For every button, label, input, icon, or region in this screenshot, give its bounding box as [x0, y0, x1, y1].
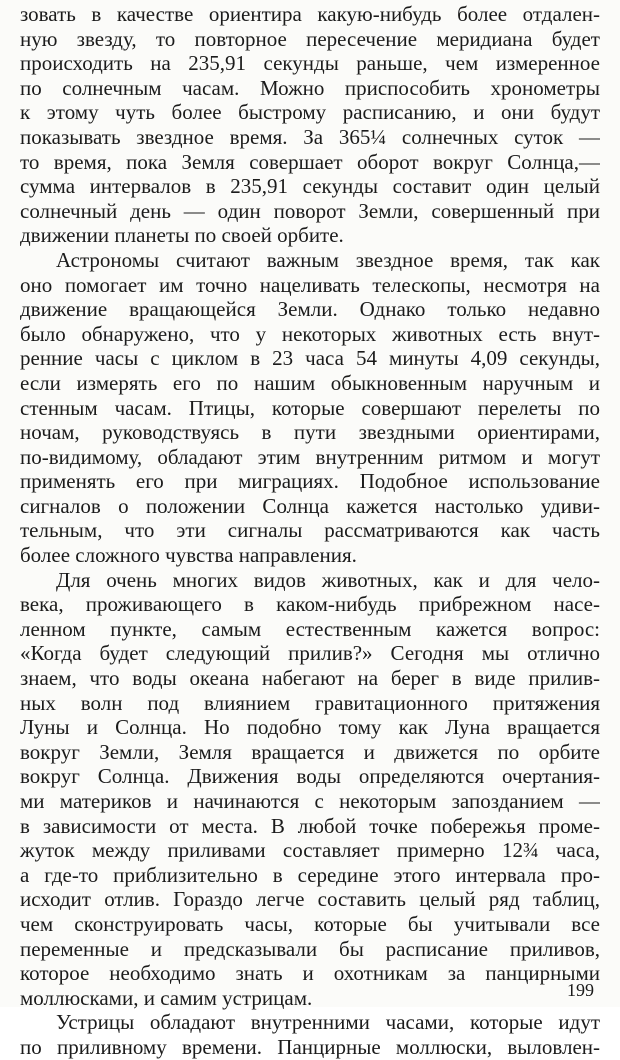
text-line: вокруг Солнца. Движения воды определяются очертания-: [20, 764, 600, 789]
text-line: чем сконструировать часы, которые бы учитывали все: [20, 911, 600, 936]
text-line: то время, пока Земля совершает оборот вокруг Солнца,—: [20, 149, 600, 174]
text-line: ную звезду, то повторное пересечение меридиана будет: [20, 26, 600, 51]
text-line: если измерять его по нашим обыкновенным наручным и: [20, 370, 600, 395]
text-line: моллюсками, и самим устрицам.: [20, 985, 313, 1010]
text-line: жуток между приливами составляет примерно 12¾ часа,: [20, 838, 600, 863]
text-line: сумма интервалов в 235,91 секунды составит один целый: [20, 174, 600, 199]
text-line: ных волн под влиянием гравитационного притяжения: [20, 690, 600, 715]
text-line: происходить на 235,91 секунды раньше, чем измеренное: [20, 51, 600, 76]
text-line: движение вращающейся Земли. Однако только недавно: [20, 297, 600, 322]
page-number: 199: [567, 980, 594, 1000]
text-line: тельным, что эти сигналы рассматриваются как часть: [20, 518, 600, 543]
text-line: исходит отлив. Гораздо легче составить целый ряд таблиц,: [20, 887, 600, 912]
text-line: века, проживающего в каком-нибудь прибрежном насе-: [20, 592, 600, 617]
paragraph: [0, 248, 600, 568]
text-line: зовать в качестве ориентира какую-нибудь более отдален-: [20, 2, 600, 26]
text-line: более сложного чувства направления.: [20, 543, 357, 568]
text-line: ленном пункте, самым естественным кажется вопрос:: [20, 616, 600, 641]
paragraph: [0, 2, 600, 248]
text-line: по солнечным часам. Можно приспособить хронометры: [20, 75, 600, 100]
text-line: «Когда будет следующий прилив?» Сегодня мы отлично: [20, 641, 600, 666]
body-text: [0, 2, 600, 1060]
text-line: ренние часы с циклом в 23 часа 54 минуты 4,09 секунды,: [20, 346, 600, 371]
text-line: оно помогает им точно нацеливать телескопы, несмотря на: [20, 272, 600, 297]
text-line: знаем, что воды океана набегают на берег в виде прилив-: [20, 666, 600, 691]
text-line: было обнаружено, что у некоторых животных есть внут-: [20, 321, 600, 346]
text-line: солнечный день — один поворот Земли, совершенный при: [20, 198, 600, 223]
text-line: показывать звездное время. За 365¼ солнечных суток —: [20, 124, 600, 149]
text-line: движении планеты по своей орбите.: [20, 223, 344, 248]
text-line: которое необходимо знать и охотникам за панцирными: [20, 961, 600, 986]
text-line: к этому чуть более быстрому расписанию, и они будут: [20, 100, 600, 125]
paragraph: [0, 1010, 600, 1059]
text-line: ми материков и начинаются с некоторым запозданием —: [20, 789, 600, 813]
text-line: Для очень многих видов животных, как и для чело-: [56, 567, 600, 592]
text-line: а где-то приблизительно в середине этого интервала про-: [20, 862, 600, 887]
text-line: сигналов о положении Солнца кажется настолько удиви-: [20, 493, 600, 518]
text-line: стенным часам. Птицы, которые совершают перелеты по: [20, 395, 600, 420]
text-line: ночам, руководствуясь в пути звездными ориентирами,: [20, 420, 600, 445]
text-line: переменные и предсказывали бы расписание приливов,: [20, 936, 600, 961]
text-line: по приливному времени. Панцирные моллюски, выловлен-: [20, 1034, 600, 1059]
text-line: Астрономы считают важным звездное время, так как: [56, 247, 600, 272]
text-line: вокруг Земли, Земля вращается и движется по орбите: [20, 739, 600, 764]
text-line: применять его при миграциях. Подобное использование: [20, 469, 600, 494]
text-line: по-видимому, обладают этим внутренним ритмом и могут: [20, 444, 600, 469]
text-line: Устрицы обладают внутренними часами, которые идут: [56, 1010, 600, 1035]
paragraph: [0, 568, 600, 1011]
text-line: в зависимости от места. В любой точке побережья проме-: [20, 813, 600, 838]
text-line: Луны и Солнца. Но подобно тому как Луна вращается: [20, 715, 600, 740]
